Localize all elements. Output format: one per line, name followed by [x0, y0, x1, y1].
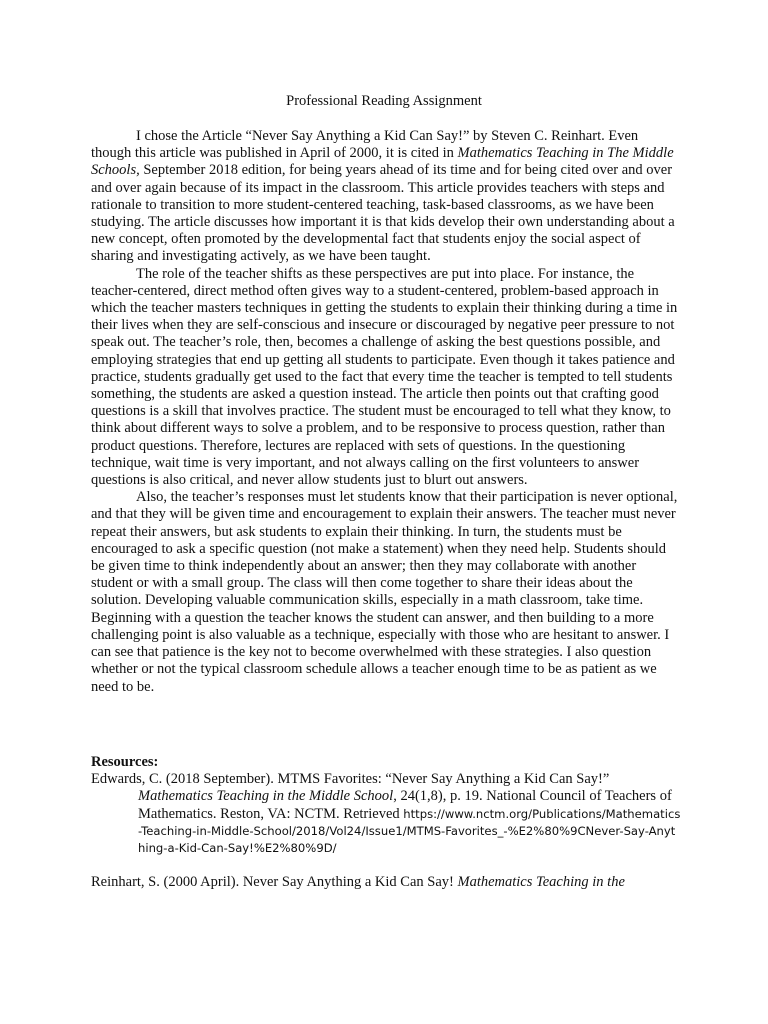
citation-reinhart [91, 874, 681, 891]
journal-title: Mathematics Teaching in The Middle Schools, [91, 145, 674, 179]
resources-heading: Resources: [91, 754, 159, 770]
document-body [91, 128, 681, 696]
paragraph-text: Also, the teacher’s responses must let students know that their participation is never optional, and that they will be given time and encouragement to explain their answers. The teacher must never repeat their answers, but ask students to explain their thinking. In turn, the students must be encouraged to ask a specific question (not make a statement) when they need help. Students should be given time to think independently about an answer; then they may collaborate with another student or with a small group. The class will then come together to share their ideas about the solution. Developing valuable communication skills, especially in a math classroom, take time. Beginning with a question the teacher knows the student can answer, and then building to a more challenging point is also valuable as a technique, especially with those who are hesitant to answer. I can see that patience is the key not to become overwhelmed with these strategies. I also question whether or not the typical classroom schedule allows a teacher enough time to be as patient as we need to be. [91, 489, 678, 695]
paragraph-text: September 2018 edition, for being years ahead of its time and for being cited over and over and over again because of its impact in the classroom. This article provides teachers with steps and rationale to transition to more student-centered teaching, task-based classrooms, as we have been studying. The article discusses how important it is that kids develop their own understanding about a new concept, often promoted by the developmental fact that students enjoy the social aspect of sharing and investigating actively, as we have been taught. [91, 162, 675, 265]
paragraph-text: The role of the teacher shifts as these perspectives are put into place. For instance, the teacher-centered, direct method often gives way to a student-centered, problem-based approach in which the teacher masters techniques in getting the students to explain their thinking during a time in their lives when they are self-conscious and insecure or discouraged by negative peer pressure to not speak out. The teacher’s role, then, becomes a challenge of asking the best questions possible, and employing strategies that end up getting all students to participate. Even though it takes patience and practice, students gradually get used to the fact that every time the teacher is tempted to tell students something, the students are asked a question instead. The article then points out that crafting good questions is a skill that involves practice. The student must be encouraged to tell what they know, to think about different ways to solve a problem, and to be responsive to process question, rather than product questions. Therefore, lectures are replaced with sets of questions. In the questioning technique, wait time is very important, and not always calling on the first volunteers to answer questions is also critical, and never allow students just to blurt out answers. [91, 265, 678, 489]
citation-text: , 24(1,8), p. 19. National Council of Teachers of Mathematics. Reston, VA: NCTM. Retrieved [138, 788, 672, 822]
citation-edwards [91, 771, 681, 857]
resources-section [91, 754, 681, 891]
journal-title: Mathematics Teaching in the Middle School [138, 788, 394, 805]
paragraph-1 [91, 128, 681, 266]
citation-url-link[interactable]: https://www.nctm.org/Publications/Mathematics-Teaching-in-Middle-School/2018/Vol24/Issue1/MTMS-Favorites_-%E2%80%9CNever-Say-Anything-a-Kid-Can-Say!%E2%80%9D/ [138, 806, 681, 856]
paragraph-2 [91, 266, 681, 490]
citation-text: Reinhart, S. (2000 April). Never Say Anything a Kid Can Say! [91, 874, 458, 891]
page-title: Professional Reading Assignment [286, 93, 482, 109]
paragraph-3 [91, 489, 681, 695]
citation-text: Edwards, C. (2018 September). MTMS Favorites: “Never Say Anything a Kid Can Say!” [91, 771, 610, 788]
journal-title: Mathematics Teaching in the [457, 874, 625, 891]
paragraph-text: I chose the Article “Never Say Anything a Kid Can Say!” by Steven C. Reinhart. Even though this article was published in April of 2000, it is cited in [91, 128, 639, 162]
